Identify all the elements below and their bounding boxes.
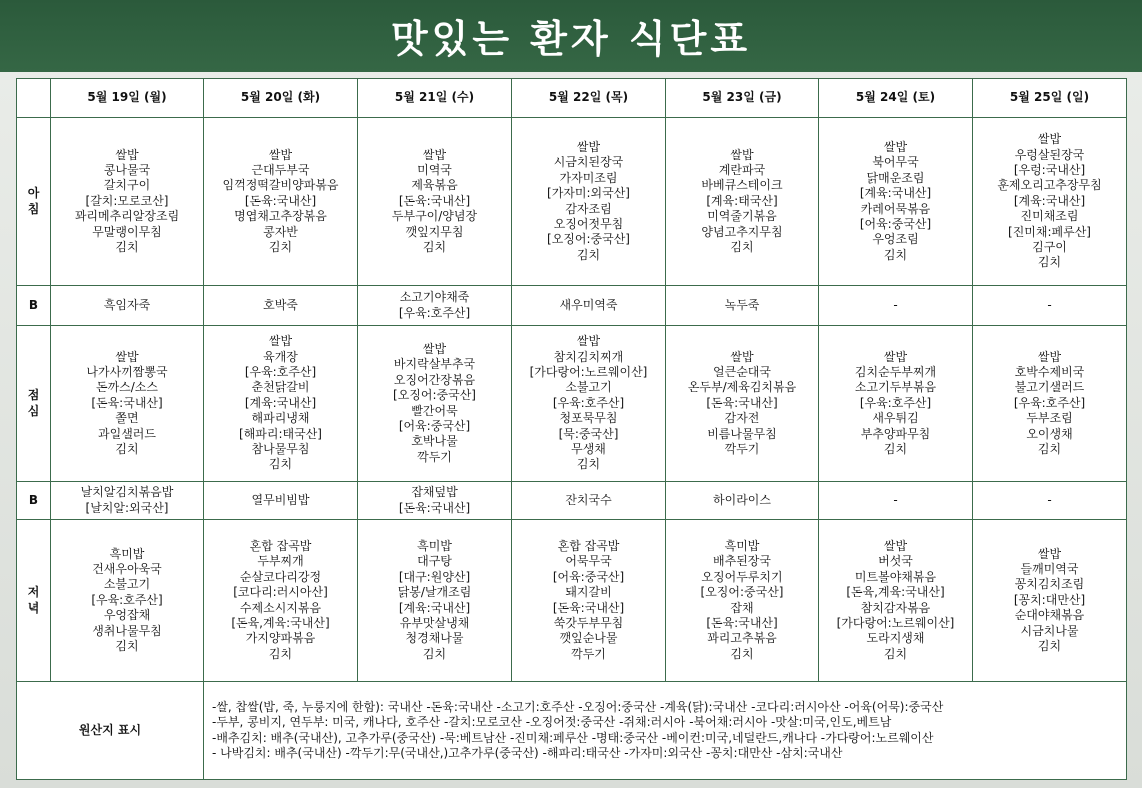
menu-item: 김치 <box>576 457 601 472</box>
menu-item: 호박죽 <box>263 297 298 312</box>
menu-item: 깻잎순나물 <box>559 631 618 646</box>
menu-item: 가자미조림 <box>559 170 618 185</box>
menu-cell <box>358 520 512 682</box>
menu-item: 새우튀김 <box>872 411 919 426</box>
menu-cell <box>51 520 204 682</box>
menu-item: 날치알김치볶음밥 <box>80 485 174 500</box>
menu-item: 쌀밥 <box>1037 132 1062 147</box>
menu-item: 쌀밥 <box>268 147 293 162</box>
menu-item: 깍두기 <box>417 449 452 464</box>
menu-cell <box>204 286 358 326</box>
menu-cell <box>204 520 358 682</box>
menu-item: [우육:호주산] <box>859 395 932 410</box>
menu-item: 흑미밥 <box>724 538 760 553</box>
menu-item: 어묵무국 <box>565 554 612 569</box>
menu-item: [어육:중국산] <box>398 418 471 433</box>
meal-row <box>17 326 1127 482</box>
menu-item: 참나물무침 <box>251 442 310 457</box>
menu-item: 근대두부국 <box>251 162 310 177</box>
menu-cell <box>358 118 512 286</box>
menu-cell <box>819 118 973 286</box>
menu-cell <box>512 482 666 520</box>
menu-cell <box>358 326 512 482</box>
menu-item: - <box>1047 492 1052 507</box>
menu-item: 호박수제비국 <box>1014 364 1085 379</box>
meal-row <box>17 286 1127 326</box>
menu-item: 임꺽정떡갈비양파볶음 <box>222 178 339 193</box>
menu-item: 김치 <box>883 247 908 262</box>
menu-item: 소고기두부볶음 <box>854 380 937 395</box>
menu-cell <box>51 482 204 520</box>
meal-row <box>17 520 1127 682</box>
menu-item: 참치감자볶음 <box>860 600 931 615</box>
menu-item: 얼큰순대국 <box>713 364 771 379</box>
menu-item: 혼합 잡곡밥 <box>557 538 620 553</box>
menu-item: [묵:중국산] <box>558 426 619 441</box>
menu-item: [돈육:국내산] <box>706 395 778 410</box>
menu-item: 열무비빔밥 <box>251 492 310 507</box>
menu-item: 돈까스/소스 <box>95 380 158 395</box>
menu-item: 김치 <box>268 240 293 255</box>
menu-item: 쌀밥 <box>268 334 293 349</box>
menu-item: 호박나물 <box>411 434 458 449</box>
header-row <box>17 79 1127 118</box>
menu-item: 우엉잡채 <box>103 608 151 623</box>
menu-item: 무말랭이무침 <box>92 224 162 239</box>
menu-item: 계란파국 <box>718 162 766 177</box>
menu-item: [오징어:중국산] <box>393 388 476 403</box>
menu-item: 수제소시지볶음 <box>239 600 322 615</box>
menu-item: 오이생채 <box>1026 426 1073 441</box>
menu-cell <box>666 482 819 520</box>
day-header: 5월 22일 (목) <box>512 79 666 118</box>
menu-item: [돈육,계육:국내산] <box>846 585 945 600</box>
menu-cell <box>666 326 819 482</box>
menu-item: 김치 <box>115 442 139 457</box>
menu-item: - <box>893 297 898 312</box>
menu-item: 잡채덮밥 <box>411 485 458 500</box>
menu-item: 참치김치찌개 <box>553 349 624 364</box>
day-header: 5월 24일 (토) <box>819 79 973 118</box>
menu-item: 흑미밥 <box>417 538 452 553</box>
menu-item: [계육:국내산] <box>244 395 317 410</box>
menu-item: 오징어간장볶음 <box>393 372 476 387</box>
origin-line: -배추김치: 배추(국내산), 고추가루(중국산) -묵:베트남산 -진미채:페루산 -명태:중국산 -베이컨:미국,네덜란드,캐나다 -가다랑어:노르웨이산 <box>212 730 934 745</box>
menu-cell <box>51 326 204 482</box>
meal-label: 저 녁 <box>17 520 51 682</box>
menu-item: 김치 <box>1037 639 1062 654</box>
menu-cell <box>51 286 204 326</box>
menu-table <box>16 78 1127 780</box>
menu-item: [갈치:모로코산] <box>85 193 169 208</box>
menu-item: 나가사끼짬뽕국 <box>86 364 168 379</box>
menu-item: 닭봉/날개조림 <box>397 585 472 600</box>
meal-label: 점 심 <box>17 326 51 482</box>
menu-cell <box>973 520 1127 682</box>
menu-item: 과일샐러드 <box>98 426 156 441</box>
menu-item: 시금치된장국 <box>553 155 624 170</box>
menu-item: [돈육:국내산] <box>398 193 471 208</box>
meal-row <box>17 482 1127 520</box>
menu-item: 순대야채볶음 <box>1014 608 1085 623</box>
menu-cell <box>204 326 358 482</box>
menu-cell <box>973 286 1127 326</box>
menu-item: [우육:호주산] <box>398 305 471 320</box>
menu-item: [가다랑어:노르웨이산] <box>836 615 955 630</box>
menu-item: 쌀밥 <box>422 147 447 162</box>
menu-item: 깻잎지무침 <box>405 224 464 239</box>
menu-item: 쌀밥 <box>883 349 908 364</box>
menu-item: 쌀밥 <box>422 341 447 356</box>
menu-cell <box>666 286 819 326</box>
menu-item: 바지락살부추국 <box>393 357 476 372</box>
menu-item: 김치 <box>422 240 447 255</box>
menu-item: 김치 <box>883 646 908 661</box>
menu-item: [해파리:태국산] <box>239 426 322 441</box>
menu-item: [우육:호주산] <box>552 395 625 410</box>
menu-cell <box>973 482 1127 520</box>
menu-item: [가다랑어:노르웨이산] <box>529 364 648 379</box>
menu-item: 닭매운조림 <box>866 170 925 185</box>
menu-item: 우엉조림 <box>872 232 919 247</box>
menu-cell <box>512 286 666 326</box>
menu-item: [계육:국내산] <box>859 186 932 201</box>
menu-cell <box>973 118 1127 286</box>
menu-item: 무생채 <box>571 442 606 457</box>
menu-item: 꽁치김치조림 <box>1014 577 1085 592</box>
menu-item: 대구탕 <box>417 554 452 569</box>
menu-cell <box>666 118 819 286</box>
menu-cell <box>666 520 819 682</box>
menu-cell <box>819 286 973 326</box>
menu-item: [돈육:국내산] <box>706 615 778 630</box>
menu-cell <box>51 118 204 286</box>
menu-item: 들깨미역국 <box>1020 561 1079 576</box>
menu-item: [오징어:중국산] <box>547 232 630 247</box>
meal-row <box>17 118 1127 286</box>
menu-item: 순살코다리강정 <box>239 569 322 584</box>
menu-item: 오징어젓무침 <box>553 216 624 231</box>
origin-label: 원산지 표시 <box>17 682 204 780</box>
menu-item: 쌀밥 <box>115 349 139 364</box>
menu-item: 깍두기 <box>724 442 760 457</box>
menu-item: 감자조림 <box>565 201 612 216</box>
menu-cell <box>358 286 512 326</box>
menu-item: 쫄면 <box>115 411 139 426</box>
menu-item: [돈육:국내산] <box>91 395 163 410</box>
menu-item: 쌀밥 <box>730 147 754 162</box>
menu-item: 미역국 <box>417 162 452 177</box>
menu-item: [우육:호주산] <box>244 364 317 379</box>
menu-item: 갈치구이 <box>103 178 151 193</box>
menu-item: [우렁:국내산] <box>1013 162 1086 177</box>
menu-item: 두부조림 <box>1026 411 1073 426</box>
menu-item: 생취나물무침 <box>92 623 162 638</box>
menu-item: - <box>1047 297 1052 312</box>
menu-item: 부추양파무침 <box>860 426 931 441</box>
menu-item: 바베큐스테이크 <box>701 178 783 193</box>
menu-item: 꽈리메추리알장조림 <box>74 209 180 224</box>
menu-item: 오징어두루치기 <box>701 569 783 584</box>
menu-cell <box>819 482 973 520</box>
menu-cell <box>973 326 1127 482</box>
menu-item: 청경채나물 <box>405 631 464 646</box>
menu-item: 양념고추지무침 <box>701 224 783 239</box>
day-header: 5월 23일 (금) <box>666 79 819 118</box>
menu-item: 불고기샐러드 <box>1014 380 1085 395</box>
origin-row <box>17 682 1127 780</box>
menu-item: 쌀밥 <box>730 349 754 364</box>
menu-cell <box>819 520 973 682</box>
menu-item: 잡채 <box>730 600 754 615</box>
menu-item: 버섯국 <box>878 554 913 569</box>
menu-item: 김치 <box>268 457 293 472</box>
menu-item: 감자전 <box>724 411 760 426</box>
menu-cell <box>358 482 512 520</box>
menu-cell <box>512 520 666 682</box>
menu-item: 쌀밥 <box>883 538 908 553</box>
menu-item: 흑임자죽 <box>103 297 151 312</box>
menu-item: 꽈리고추볶음 <box>707 631 777 646</box>
menu-item: 흑미밥 <box>109 546 145 561</box>
menu-item: [오징어:중국산] <box>700 585 784 600</box>
origin-line: -쌀, 찹쌀(밥, 죽, 누룽지에 한함): 국내산 -돈육:국내산 -소고기:호주산 -오징어:중국산 -계육(닭):국내산 -코다리:러시아산 -어육(어묵):중국산 <box>212 699 944 714</box>
menu-item: 소고기야채죽 <box>399 290 470 305</box>
menu-item: 잔치국수 <box>565 492 612 507</box>
menu-item: 쌀밥 <box>1037 546 1062 561</box>
menu-item: 쌀밥 <box>576 139 601 154</box>
menu-item: 김치 <box>115 639 139 654</box>
menu-item: - <box>893 492 898 507</box>
header-corner <box>17 79 51 118</box>
menu-item: 쌀밥 <box>115 147 139 162</box>
menu-item: [진미채:페루산] <box>1008 224 1091 239</box>
menu-item: 김치 <box>268 646 293 661</box>
menu-item: 시금치나물 <box>1020 623 1079 638</box>
meal-label: B <box>17 482 51 520</box>
day-header: 5월 25일 (일) <box>973 79 1127 118</box>
menu-item: 육개장 <box>263 349 298 364</box>
menu-item: [돈육:국내산] <box>398 500 471 515</box>
menu-item: 소불고기 <box>565 380 612 395</box>
menu-item: [날치알:외국산] <box>85 500 169 515</box>
menu-cell <box>512 326 666 482</box>
menu-item: 김치 <box>576 247 601 262</box>
menu-item: 훈제오리고추장무침 <box>997 178 1102 193</box>
menu-item: 북어무국 <box>872 155 919 170</box>
menu-item: 쑥갓두부무침 <box>553 615 624 630</box>
meal-label: B <box>17 286 51 326</box>
menu-item: 빨간어묵 <box>411 403 458 418</box>
menu-item: 김구이 <box>1032 240 1067 255</box>
menu-item: [돈육:국내산] <box>552 600 625 615</box>
menu-item: [계육:국내산] <box>398 600 471 615</box>
menu-item: 깍두기 <box>571 646 606 661</box>
menu-item: 쌀밥 <box>883 139 908 154</box>
menu-item: [우육:호주산] <box>91 592 163 607</box>
menu-item: 김치순두부찌개 <box>854 364 937 379</box>
menu-item: 두부찌개 <box>257 554 304 569</box>
menu-item: 비름나물무침 <box>707 426 777 441</box>
menu-item: [코다리:러시아산] <box>233 585 328 600</box>
menu-item: [우육:호주산] <box>1013 395 1086 410</box>
menu-item: 온두부/제육김치볶음 <box>687 380 797 395</box>
menu-item: [계육:국내산] <box>1013 193 1086 208</box>
menu-cell <box>204 482 358 520</box>
menu-item: 김치 <box>730 240 754 255</box>
menu-item: 배추된장국 <box>713 554 771 569</box>
menu-item: 청포묵무침 <box>559 411 618 426</box>
menu-item: [어육:중국산] <box>859 216 932 231</box>
menu-item: 소불고기 <box>103 577 151 592</box>
day-header: 5월 21일 (수) <box>358 79 512 118</box>
day-header: 5월 20일 (화) <box>204 79 358 118</box>
menu-item: 미역줄기볶음 <box>707 209 777 224</box>
origin-line: - 나박김치: 배추(국내산) -깍두기:무(국내산,)고추가루(중국산) -해파리:태국산 -가자미:외국산 -꽁치:대만산 -삼치:국내산 <box>212 745 843 760</box>
menu-item: 쌀밥 <box>576 334 601 349</box>
day-header: 5월 19일 (월) <box>51 79 204 118</box>
menu-item: 두부구이/양념장 <box>391 209 478 224</box>
menu-item: [돈육,계육:국내산] <box>231 615 330 630</box>
menu-item: 쌀밥 <box>1037 349 1062 364</box>
menu-item: 녹두죽 <box>724 297 760 312</box>
menu-item: 제육볶음 <box>411 178 458 193</box>
origin-line: -두부, 콩비지, 연두부: 미국, 캐나다, 호주산 -갈치:모로코산 -오징어젓:중국산 -쥐채:러시아 -북어채:러시아 -맛살:미국,인도,베트남 <box>212 715 892 730</box>
page-title: 맛있는 환자 식단표 <box>390 17 752 61</box>
menu-item: 혼합 잡곡밥 <box>249 538 312 553</box>
menu-item: 김치 <box>422 646 447 661</box>
menu-item: 춘천닭갈비 <box>251 380 310 395</box>
menu-item: 도라지생채 <box>866 631 925 646</box>
menu-item: 콩나물국 <box>103 162 151 177</box>
menu-item: 김치 <box>883 442 908 457</box>
meal-label: 아 침 <box>17 118 51 286</box>
menu-item: 미트볼야채볶음 <box>854 569 937 584</box>
menu-item: 해파리냉채 <box>251 411 310 426</box>
menu-item: [꽁치:대만산] <box>1013 592 1086 607</box>
menu-item: 우렁살된장국 <box>1014 147 1085 162</box>
menu-item: 건새우아욱국 <box>92 561 162 576</box>
menu-item: 하이라이스 <box>713 492 771 507</box>
menu-item: [대구:원양산] <box>398 569 471 584</box>
menu-item: 김치 <box>1037 255 1062 270</box>
menu-cell <box>819 326 973 482</box>
menu-item: 김치 <box>1037 442 1062 457</box>
menu-cell <box>512 118 666 286</box>
menu-item: 김치 <box>730 646 754 661</box>
menu-cell <box>204 118 358 286</box>
origin-list <box>204 682 1127 780</box>
menu-item: [가자미:외국산] <box>547 186 630 201</box>
menu-item: 콩자반 <box>263 224 298 239</box>
menu-item: 가지양파볶음 <box>245 631 316 646</box>
menu-item: 김치 <box>115 240 139 255</box>
menu-item: 새우미역죽 <box>559 297 618 312</box>
menu-item: 돼지갈비 <box>565 585 612 600</box>
menu-item: [어육:중국산] <box>552 569 625 584</box>
menu-item: [계육:태국산] <box>706 193 778 208</box>
menu-item: 유부맛살냉채 <box>399 615 470 630</box>
menu-item: 진미채조림 <box>1020 209 1079 224</box>
menu-item: 명엽채고추장볶음 <box>234 209 327 224</box>
menu-item: [돈육:국내산] <box>244 193 317 208</box>
menu-item: 카레어묵볶음 <box>860 201 931 216</box>
